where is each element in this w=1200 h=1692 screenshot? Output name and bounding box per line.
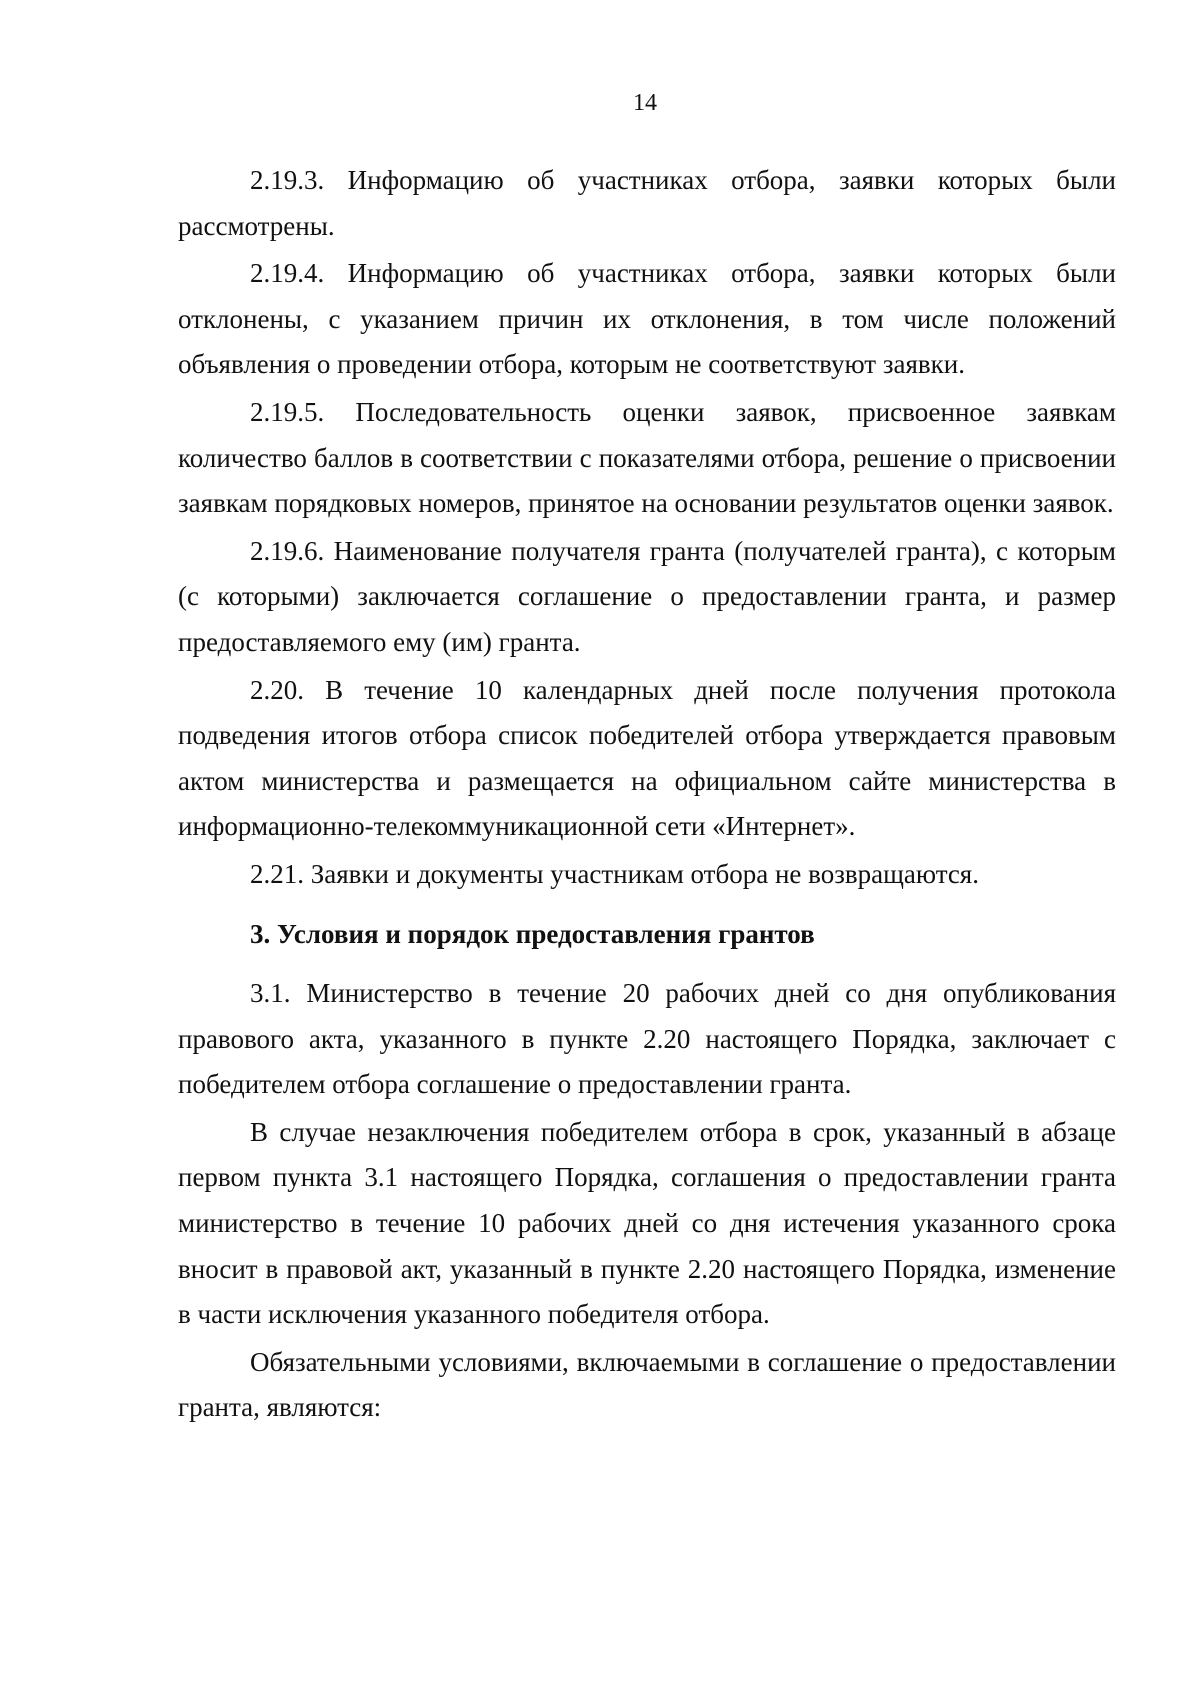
paragraph-3-1-third: Обязательными условиями, включаемыми в соглашение о предоставлении гранта, являются: [178,1346,1116,1423]
paragraph-2-20: 2.20. В течение 10 календарных дней после получения протокола подведения итогов отбора список победителей отбора утверждается правовым актом министерства и размещается на официальном сайте министерства в информационно-телекоммуникационной сети «Интернет». [178,674,1116,842]
paragraph-3-1: 3.1. Министерство в течение 20 рабочих дней со дня опубликования правового акта, указанного в пункте 2.20 настоящего Порядка, заключает с победителем отбора соглашение о предоставлении гранта. [178,978,1116,1100]
paragraph-2-19-6: 2.19.6. Наименование получателя гранта (получателей гранта), с которым (с которыми) заключается соглашение о предоставлении гранта, и размер предоставляемого ему (им) гранта. [178,535,1116,657]
page-number: 14 [633,90,657,116]
paragraph-3-1-second: В случае незаключения победителем отбора в срок, указанный в абзаце первом пункта 3.1 настоящего Порядка, соглашения о предоставлении гранта министерство в течение 10 рабочих дней со дня истечения указанного срока вносит в правовой акт, указанный в пункте 2.20 настоящего Порядка, изменение в части исключения указанного победителя отбора. [178,1116,1116,1330]
paragraph-2-19-5: 2.19.5. Последовательность оценки заявок, присвоенное заявкам количество баллов в соответствии с показателями отбора, решение о присвоении заявкам порядковых номеров, принятое на основании результатов оценки заявок. [178,396,1116,519]
paragraph-2-21: 2.21. Заявки и документы участникам отбора не возвращаются. [250,858,979,889]
paragraph-2-19-3: 2.19.3. Информацию об участниках отбора, заявки которых были рассмотрены. [178,165,1116,241]
section-3-heading: 3. Условия и порядок предоставления грантов [250,918,815,949]
document-body [178,158,1116,1431]
paragraph-2-19-4: 2.19.4. Информацию об участниках отбора, заявки которых были отклонены, с указанием причин их отклонения, в том числе положений объявления о проведении отбора, которым не соответствуют заявки. [178,258,1116,380]
